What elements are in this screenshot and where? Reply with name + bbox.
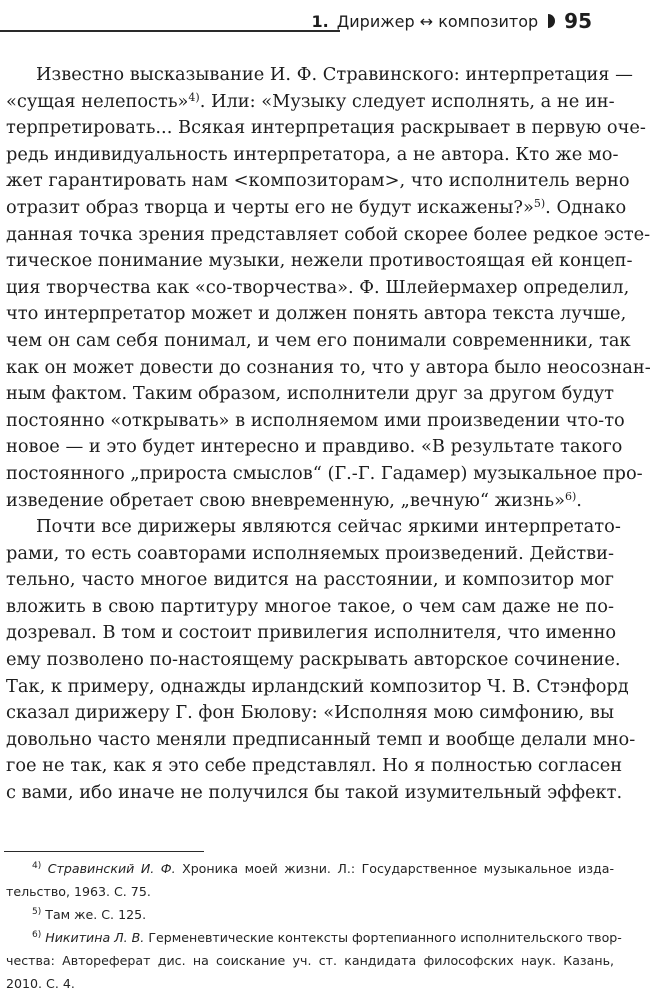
text-line: «сущая нелепость»$^{4)}$. Или: «Музыку следует исполнять, а не ин- bbox=[6, 90, 615, 112]
footnote-line: $^{5)}$ Там же. С. 125. bbox=[32, 907, 147, 922]
footnote-ref-6[interactable]: 6) bbox=[564, 489, 577, 503]
text-line: ным фактом. Таким образом, исполнители друг за другом будут bbox=[6, 383, 614, 405]
footnote-line: тельство, 1963. С. 75. bbox=[6, 884, 151, 899]
text-line: жет гарантировать нам <композиторам>, что исполнитель верно bbox=[6, 170, 630, 192]
header-rule bbox=[0, 30, 340, 32]
text-line: гое не так, как я это себе представлял. Но я полностью согласен bbox=[6, 755, 623, 777]
text-line: отразит образ творца и черты его не будут искажены?»$^{5)}$. Однако bbox=[6, 196, 627, 218]
footnote-mark: 5) bbox=[32, 907, 42, 917]
footnote-6 bbox=[6, 926, 622, 995]
text-line: Так, к примеру, однажды ирландский композитор Ч. В. Стэнфорд bbox=[6, 675, 629, 697]
footnote-author: Никитина Л. В. bbox=[45, 930, 145, 945]
footnote-mark: 6) bbox=[32, 930, 42, 940]
text-line: с вами, ибо иначе не получился бы такой изумительный эффект. bbox=[6, 782, 623, 804]
text-line: вложить в свою партитуру многое такое, о чем сам даже не по- bbox=[6, 595, 614, 617]
text-line: тическое понимание музыки, нежели противостоящая ей концеп- bbox=[6, 250, 633, 272]
text-line: ция творчества как «со-творчества». Ф. Шлейермахер определил, bbox=[6, 276, 630, 298]
text-line: постоянно «открывать» в исполняемом ими произведении что-то bbox=[6, 409, 625, 431]
footnote-5 bbox=[6, 903, 614, 926]
footnote-ref-5[interactable]: 5) bbox=[533, 196, 546, 210]
text-line: как он может довести до сознания то, что у автора было неосознан- bbox=[6, 356, 651, 378]
footnote-mark: 4) bbox=[32, 861, 42, 871]
text-line: что интерпретатор может и должен понять автора текста лучше, bbox=[6, 303, 627, 325]
text-line: новое — и это будет интересно и правдиво. «В результате такого bbox=[6, 436, 623, 458]
footnote-4 bbox=[6, 857, 614, 903]
text-line: чем он сам себя понимал, и чем его понимали современники, так bbox=[6, 329, 631, 351]
paragraph-1 bbox=[6, 62, 651, 514]
text-line: изведение обретает свою вневременную, „вечную“ жизнь»$^{6)}$. bbox=[6, 489, 582, 511]
text-line: редь индивидуальность интерпретатора, а не автора. Кто же мо- bbox=[6, 143, 619, 165]
footnote-line: 2010. С. 4. bbox=[6, 976, 75, 991]
text-line: сказал дирижеру Г. фон Бюлову: «Исполняя мою симфонию, вы bbox=[6, 702, 614, 724]
text-line: данная точка зрения представляет собой скорее более редкое эсте- bbox=[6, 223, 651, 245]
half-circle-icon bbox=[546, 13, 556, 29]
footnote-line: $^{6)}$ Никитина Л. В. Герменевтические контексты фортепианного исполнительского твор- bbox=[32, 930, 622, 945]
text-line: дозревал. В том и состоит привилегия исполнителя, что именно bbox=[6, 622, 617, 644]
footnote-line: $^{4)}$ Стравинский И. Ф. Хроника моей жизни. Л.: Государственное музыкальное изда- bbox=[32, 861, 615, 876]
text-line: Почти все дирижеры являются сейчас яркими интерпретато- bbox=[36, 516, 621, 538]
text-line: Известно высказывание И. Ф. Стравинского: интерпретация — bbox=[36, 64, 633, 85]
footnotes bbox=[6, 857, 622, 995]
chapter-number: 1. bbox=[311, 11, 329, 31]
paragraph-2 bbox=[6, 514, 636, 807]
text-line: ему позволено по-настоящему раскрывать авторское сочинение. bbox=[6, 649, 621, 671]
text-line: рами, то есть соавторами исполняемых произведений. Действи- bbox=[6, 542, 614, 564]
footnote-ref-4[interactable]: 4) bbox=[188, 90, 200, 104]
running-header bbox=[312, 6, 592, 36]
text-line: довольно часто меняли предписанный темп и вообще делали мно- bbox=[6, 728, 636, 750]
footnote-author: Стравинский И. Ф. bbox=[47, 861, 176, 876]
page-number: 95 bbox=[564, 9, 592, 33]
main-text bbox=[6, 62, 651, 807]
chapter-title: Дирижер ↔ композитор bbox=[336, 11, 539, 31]
text-line: тельно, часто многое видится на расстоянии, и композитор мог bbox=[6, 569, 614, 591]
footnote-rule bbox=[4, 851, 204, 852]
text-line: постоянного „прироста смыслов“ (Г.-Г. Гадамер) музыкальное про- bbox=[6, 462, 643, 484]
text-line: терпретировать... Всякая интерпретация раскрывает в первую оче- bbox=[6, 117, 646, 139]
footnote-line: чества: Автореферат дис. на соискание уч. ст. кандидата философских наук. Казань, bbox=[6, 953, 614, 968]
